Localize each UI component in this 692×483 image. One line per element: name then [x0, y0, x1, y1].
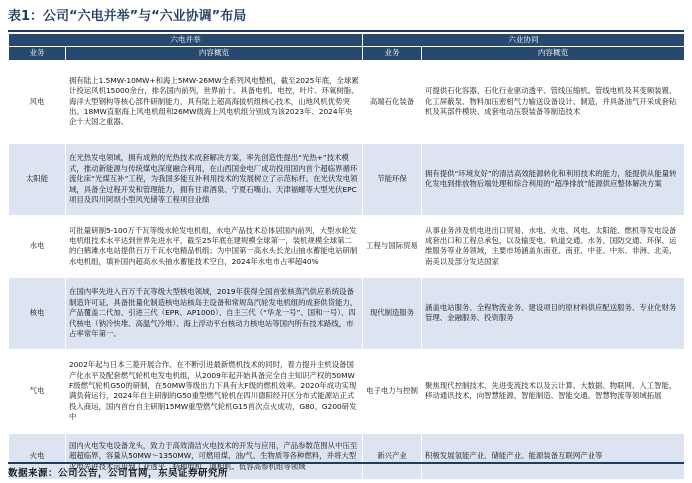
- group-header-right: 六业协同: [363, 34, 685, 47]
- table-row: [9, 215, 685, 277]
- table-title-text: 表1：公司“六电并举”与“六业协调”布局: [8, 9, 247, 24]
- right-business-cell: 工程与国际贸易: [363, 215, 422, 277]
- left-business-cell: 核电: [9, 277, 66, 349]
- right-content-cell: 拥有提供“环境友好”的清洁高效能源转化和利用技术的能力，能提供从能量转化发电到排放物后端处理和综合利用的“超净排放”能源供应整体解决方案: [422, 143, 685, 215]
- data-source-note: 数据来源：公司公告，公司官网，东吴证券研究所: [8, 468, 229, 479]
- table-row: [9, 277, 685, 349]
- table-title: [8, 4, 684, 32]
- left-content-cell: 可批量研制5-100万千瓦等级水轮发电机组，水电产品技术总体居国内前列，大型水轮发电机组技术水平达到世界先进水平，截至25年底在建规模全球第一，装机规模全球第二的白鹤滩水电站提供百万千瓦水电精品机组；为中国第一高水头长龙山抽水蓄能电站研制水电机组，填补国内超高水头抽水蓄能技术空白，2024年水电市占率超40%: [66, 215, 363, 277]
- right-business-cell: 节能环保: [363, 143, 422, 215]
- right-business-cell: 电子电力与控制: [363, 349, 422, 433]
- left-content-cell: 拥有陆上1.5MW-10MW+和海上5MW-26MW全系列风电整机，截至2025年底，全球累计投运风机15000余台，排名国内前列，世界前十。具备电机、电控、叶片、环氧树脂、海洋大型钢构等核心部件研制能力，具有陆上超高海拔机组核心技术，山地风机优势突出。18MW直驱海上风电机组和26MW级海上风电机组分别成为该2023年、2024年央企十大国之重器。: [66, 60, 363, 143]
- left-business-cell: 气电: [9, 349, 66, 433]
- left-content-cell: 国内火电发电设备龙头，致力于高效清洁火电技术的开发与应用，产品参数范围从中压至超超临界，容量从50MW～1350MW，可燃用煤、油/气、生物质等各种燃料，并将大型火电先进技术运用到工业透平、特种电机、调相机、低容高参机组等领域: [66, 433, 363, 479]
- right-business-cell: 现代制造服务: [363, 277, 422, 349]
- layout-table: [8, 33, 685, 480]
- right-business-cell: 新兴产业: [363, 433, 422, 479]
- col-header-business-right: 业务: [363, 47, 422, 60]
- right-business-cell: 高端石化装备: [363, 60, 422, 143]
- left-business-cell: 太阳能: [9, 143, 66, 215]
- left-business-cell: 水电: [9, 215, 66, 277]
- table-row: [9, 143, 685, 215]
- left-business-cell: 风电: [9, 60, 66, 143]
- table-row: [9, 60, 685, 143]
- left-content-cell: 2002年起与日本三菱开展合作。在不断引进最新燃机技术的同时，着力提升主机设备国产化水平及配套燃气轮机电发电机组，从2009年起开始具备完全自主知识产权的50MW F级燃气轮机G50的研制，在50MW等级出力下具有大F级的燃机效率。2020年成功实现满负荷运行，2024年自主研制的G50重型燃气轮机在四川德阳经开区分布式能源站正式投入商运，国内首台自主研制15MW重型燃气轮机G15首次点火成功，G80、G200研发中: [66, 349, 363, 433]
- right-content-cell: 积极发展氢能产业、储能产业、能源装备互联网产业等: [422, 433, 685, 479]
- col-header-business-left: 业务: [9, 47, 66, 60]
- right-content-cell: 从事业务涉及机电进出口贸易、水电、火电、风电、太阳能、燃机等发电设备成套出口和工程总承包，以及输变电、轨道交通、水务、国防交通、环保、运维服务等业务领域，主要市场涵盖东南亚、南亚、中亚、中东、非洲、北美、南美以及部分发达国家: [422, 215, 685, 277]
- left-content-cell: 在国内率先进入百万千瓦等级大型核电领域，2019年获得全国首张核蒸汽供应系统设备制造许可证，具备批量化制造核电站核岛主设备和常规岛汽轮发电机组的成套供货能力，产品覆盖二代加、引进三代（EPR、AP1000）、自主三代（“华龙一号”、国和一号）、四代核电（钠冷快堆、高温气冷堆）、海上浮动平台核动力核电站等国内所有技术路线，市占率常年第一。: [66, 277, 363, 349]
- right-content-cell: 可提供石化容器、石化行业驱动透平、管线压缩机、管线电机及其变频装置、化工屏蔽泵、物料加压密相气力输送设备设计、制造，并具备油气开采成套钻机及其部件模块、成套电动压裂装备等制造技术: [422, 60, 685, 143]
- col-header-content-right: 内容概览: [422, 47, 685, 60]
- bottom-rule: [8, 462, 684, 464]
- col-header-content-left: 内容概览: [66, 47, 363, 60]
- right-content-cell: 聚焦现代控制技术、先进变流技术以及云计算、大数据、物联网、人工智能、移动通讯技术，向智慧能源、智能制造、智能交通、智慧物流等领域拓展: [422, 349, 685, 433]
- group-header-left: 六电并举: [9, 34, 363, 47]
- left-business-cell: 火电: [9, 433, 66, 479]
- right-content-cell: 涵盖电站服务、全程物流业务、建设项目的原材料供应配送服务、专业化财务管理、金融服务、投资服务: [422, 277, 685, 349]
- table-row: [9, 349, 685, 433]
- left-content-cell: 在光热发电领域，拥有成熟的光热技术成套解决方案，率先创造性提出“光热+”技术模式，推动新能源与传统煤电深度融合利用，在山西国金电厂成功投用国内首个超临界循环流化床“光煤互补”工程，为我国多能互补利用技术的发展树立了示范标杆。在光伏发电领域，具备全过程开发和管理能力，拥有甘肃酒泉、宁夏石嘴山、天津福螺等大型光伏EPC项目及四川阿坝小型风光储等工程项目业绩: [66, 143, 363, 215]
